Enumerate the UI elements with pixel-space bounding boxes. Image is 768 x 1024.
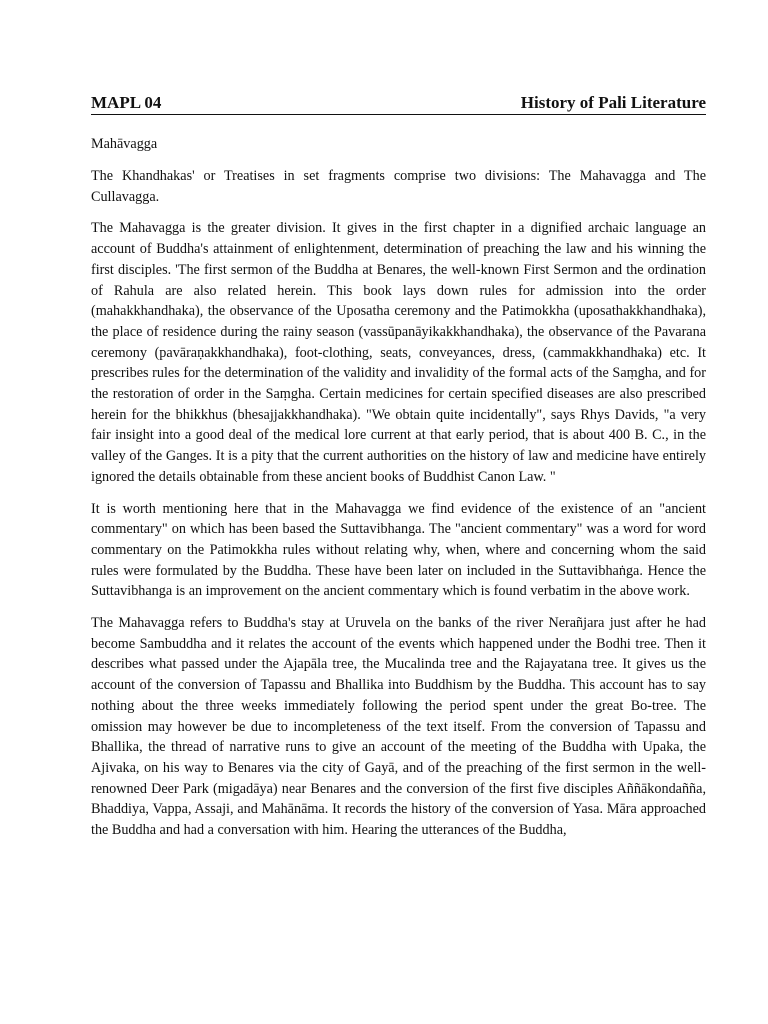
course-code: MAPL 04: [91, 93, 162, 112]
course-title: History of Pali Literature: [520, 93, 706, 112]
paragraph-2: The Mahavagga is the greater division. It gives in the first chapter in a dignified archaic language an account of Buddha's attainment of enlightenment, determination of preaching the law and his winning the first disciples. 'The first sermon of the Buddha at Benares, the well-known First Sermon and the ordination of Rahula are also related herein. This book lays down rules for admission into the order (mahakkhandhaka), the observance of the Uposatha ceremony and the Patimokkha (uposathakkhandhaka), the place of residence during the rainy season (vassūpanāyikakkhandhaka), the observance of the Pavarana ceremony (pavāraṇakkhandhaka), foot-clothing, seats, conveyances, dress, (cammakkhandhaka) etc. It prescribes rules for the determination of the validity and invalidity of the formal acts of the Saṃgha, and for the restoration of order in the Saṃgha. Certain medicines for certain specified diseases are also prescribed herein for the bhikkhus (bhesajjakkhandhaka). "We obtain quite incidentally", says Rhys Davids, "a very fair insight into a good deal of the medical lore current at that early period, that is about 400 B. C., in the valley of the Ganges. It is a pity that the current authorities on the history of law and medicine have entirely ignored the details obtainable from these ancient books of Buddhist Canon Law. ": [91, 220, 706, 485]
section-title: Mahāvagga: [91, 136, 158, 152]
paragraph-4: The Mahavagga refers to Buddha's stay at Uruvela on the banks of the river Nerañjara just after he had become Sambuddha and it relates the account of the events which happened under the Bodhi tree. Then it describes what passed under the Ajapāla tree, the Mucalinda tree and the Rajayatana tree. It gives us the account of the conversion of Tapassu and Bhallika into Buddhism by the Buddha. This account has to say nothing about the three weeks immediately following the period spent under the great Bo-tree. The omission may however be due to incompleteness of the text itself. From the conversion of Tapassu and Bhallika, the thread of narrative runs to give an account of the meeting of the Buddha with Upaka, the Ajivaka, on his way to Benares via the city of Gayā, and of the preaching of the first sermon in the well-renowned Deer Park (migadāya) near Benares and the conversion of the first five disciples Aññākondañña, Bhaddiya, Vappa, Assaji, and Mahānāma. It records the history of the conversion of Yasa. Māra approached the Buddha and had a conversation with him. Hearing the utterances of the Buddha,: [91, 615, 706, 839]
paragraph-3: It is worth mentioning here that in the Mahavagga we find evidence of the existence of an "ancient commentary" on which has been based the Suttavibhanga. The "ancient commentary" was a word for word commentary on the Patimokkha rules without relating why, when, where and concerning whom the said rules were formulated by the Buddha. These have been later on included in the Suttavibhaṅga. Hence the Suttavibhanga is an improvement on the ancient commentary which is found verbatim in the above work.: [91, 500, 706, 600]
page-header: [91, 92, 706, 115]
paragraph-1: The Khandhakas' or Treatises in set fragments comprise two divisions: The Mahavagga and The Cullavagga.: [91, 168, 706, 205]
document-page: [91, 92, 706, 841]
